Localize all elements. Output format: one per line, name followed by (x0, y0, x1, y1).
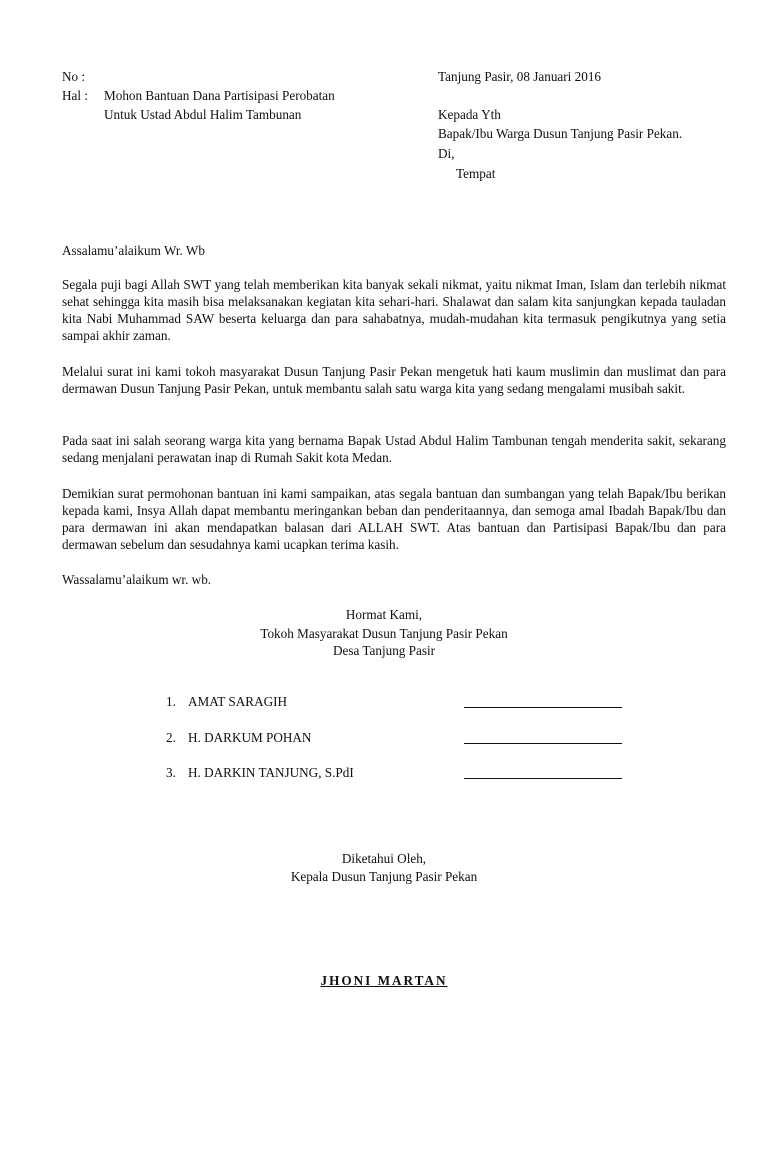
letter-number-label: No : (62, 69, 86, 84)
place-date: Tanjung Pasir, 08 Januari 2016 (438, 69, 602, 84)
village-head-name: JHONI MARTAN (320, 973, 448, 988)
known-by: Diketahui Oleh, (341, 851, 427, 866)
signature-line (464, 778, 622, 779)
paragraph-2: Melalui surat ini kami tokoh masyarakat Dusun Tanjung Pasir Pekan mengetuk hati kaum muslimin dan muslimat dan para dermawan Dusun Tanjung Pasir Pekan, untuk membantu salah satu warga kita yang sedang mengalami musibah sakit. (62, 364, 726, 396)
subject-line-1: Mohon Bantuan Dana Partisipasi Perobatan (104, 88, 335, 103)
signer-name: H. DARKIN TANJUNG, S.PdI (188, 765, 354, 780)
subject-label: Hal : (62, 88, 89, 103)
signer-row (166, 693, 626, 711)
signer-number: 2. (166, 730, 176, 745)
recipient-line-1: Kepada Yth (438, 107, 501, 122)
paragraph-3: Pada saat ini salah seorang warga kita yang bernama Bapak Ustad Abdul Halim Tambunan tengah menderita sakit, sekarang sedang menjalani perawatan inap di Rumah Sakit kota Medan. (62, 433, 726, 465)
greeting: Assalamu’alaikum Wr. Wb (62, 243, 205, 258)
signer-row (166, 764, 626, 782)
signer-name: AMAT SARAGIH (188, 694, 288, 709)
organization-line-1: Tokoh Masyarakat Dusun Tanjung Pasir Pekan (260, 626, 508, 641)
regards: Hormat Kami, (345, 607, 423, 622)
organization-line-2: Desa Tanjung Pasir (332, 643, 436, 658)
village-head-title: Kepala Dusun Tanjung Pasir Pekan (290, 869, 478, 884)
signature-line (464, 743, 622, 744)
recipient-line-3: Di, (438, 146, 455, 161)
signer-number: 3. (166, 765, 176, 780)
closing: Wassalamu’alaikum wr. wb. (62, 572, 212, 587)
paragraph-4: Demikian surat permohonan bantuan ini kami sampaikan, atas segala bantuan dan sumbangan yang telah Bapak/Ibu berikan kepada kami, Insya Allah dapat membantu meringankan beban dan penderitaannya, dan semoga amal Ibadah Bapak/Ibu dan para dermawan ini akan mendapatkan balasan dari ALLAH SWT. Atas bantuan dan Partisipasi Bapak/Ibu dan para dermawan sebelum dan sesudahnya kami ucapkan terima kasih. (62, 486, 726, 552)
recipient-line-2: Bapak/Ibu Warga Dusun Tanjung Pasir Pekan. (438, 126, 683, 141)
signer-row (166, 729, 626, 747)
signature-line (464, 707, 622, 708)
signer-name: H. DARKUM POHAN (188, 730, 312, 745)
paragraph-1: Segala puji bagi Allah SWT yang telah memberikan kita banyak sekali nikmat, yaitu nikmat Iman, Islam dan terlebih nikmat sehat sehingga kita masih bisa melaksanakan kegiatan kita sehari-hari. Shalawat dan salam kita sanjungkan kepada tauladan kita Nabi Muhammad SAW beserta keluarga dan para sahabatnya, mudah-mudahan kita termasuk pengikutnya yang setia sampai akhir zaman. (62, 277, 726, 343)
subject-line-2: Untuk Ustad Abdul Halim Tambunan (104, 107, 302, 122)
signer-number: 1. (166, 694, 176, 709)
recipient-line-4: Tempat (456, 166, 496, 181)
